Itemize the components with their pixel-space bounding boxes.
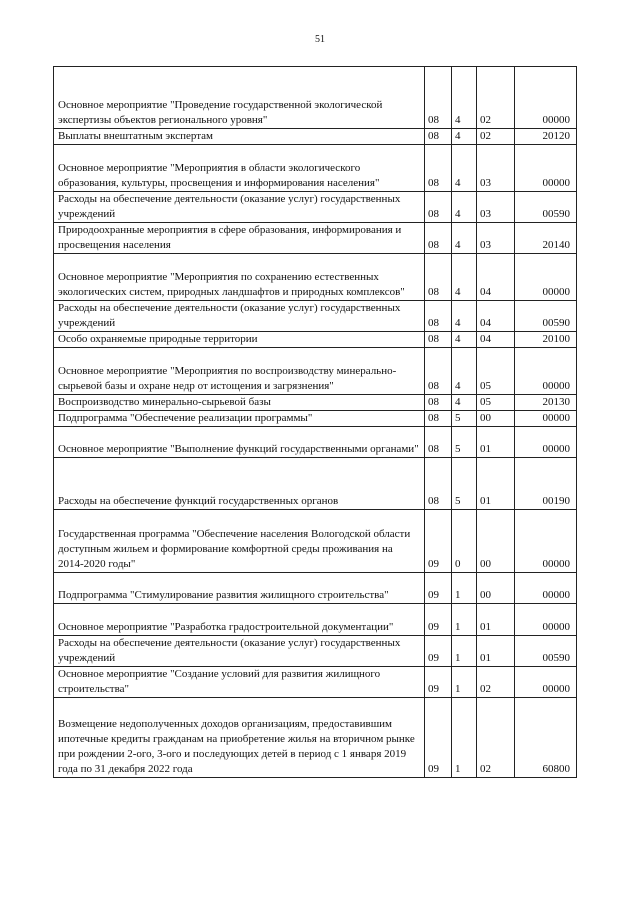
row-program: 04 bbox=[477, 254, 515, 301]
row-expense-code: 20130 bbox=[515, 395, 577, 411]
row-expense-code: 00190 bbox=[515, 458, 577, 510]
row-program: 00 bbox=[477, 573, 515, 604]
row-program: 02 bbox=[477, 67, 515, 129]
row-subsection: 1 bbox=[452, 573, 477, 604]
table-row bbox=[54, 254, 577, 301]
table-row bbox=[54, 636, 577, 667]
row-section: 08 bbox=[425, 129, 452, 145]
row-expense-code: 00000 bbox=[515, 67, 577, 129]
row-subsection: 1 bbox=[452, 667, 477, 698]
row-program: 04 bbox=[477, 332, 515, 348]
row-expense-code: 00000 bbox=[515, 573, 577, 604]
row-section: 09 bbox=[425, 698, 452, 778]
row-program: 04 bbox=[477, 301, 515, 332]
table-row bbox=[54, 411, 577, 427]
row-subsection: 4 bbox=[452, 223, 477, 254]
row-section: 08 bbox=[425, 192, 452, 223]
row-subsection: 4 bbox=[452, 348, 477, 395]
row-expense-code: 00000 bbox=[515, 510, 577, 573]
row-section: 08 bbox=[425, 411, 452, 427]
row-section: 09 bbox=[425, 604, 452, 636]
row-subsection: 4 bbox=[452, 192, 477, 223]
row-expense-code: 00590 bbox=[515, 301, 577, 332]
row-subsection: 4 bbox=[452, 254, 477, 301]
row-name: Расходы на обеспечение деятельности (оказание услуг) государственных учреждений bbox=[54, 636, 425, 667]
row-subsection: 5 bbox=[452, 427, 477, 458]
row-name: Расходы на обеспечение деятельности (оказание услуг) государственных учреждений bbox=[54, 301, 425, 332]
row-subsection: 5 bbox=[452, 458, 477, 510]
row-expense-code: 60800 bbox=[515, 698, 577, 778]
row-name: Особо охраняемые природные территории bbox=[54, 332, 425, 348]
table-row bbox=[54, 510, 577, 573]
row-program: 01 bbox=[477, 636, 515, 667]
row-section: 08 bbox=[425, 348, 452, 395]
row-program: 01 bbox=[477, 458, 515, 510]
table-row bbox=[54, 698, 577, 778]
row-program: 00 bbox=[477, 411, 515, 427]
row-name: Основное мероприятие "Разработка градостроительной документации" bbox=[54, 604, 425, 636]
row-section: 08 bbox=[425, 145, 452, 192]
table-row bbox=[54, 427, 577, 458]
row-section: 08 bbox=[425, 332, 452, 348]
row-expense-code: 00000 bbox=[515, 348, 577, 395]
table-row bbox=[54, 223, 577, 254]
row-subsection: 4 bbox=[452, 332, 477, 348]
row-name: Основное мероприятие "Проведение государственной экологической экспертизы объектов регионального уровня" bbox=[54, 67, 425, 129]
table-row bbox=[54, 395, 577, 411]
row-program: 05 bbox=[477, 348, 515, 395]
table-row bbox=[54, 348, 577, 395]
row-name: Природоохранные мероприятия в сфере образования, информирования и просвещения населения bbox=[54, 223, 425, 254]
table-row bbox=[54, 129, 577, 145]
row-subsection: 1 bbox=[452, 698, 477, 778]
row-section: 09 bbox=[425, 510, 452, 573]
table-row bbox=[54, 192, 577, 223]
row-name: Возмещение недополученных доходов организациям, предоставившим ипотечные кредиты гражданам на приобретение жилья на вторичном рынке при рождении 2-ого, 3-ого и последующих детей в период с 1 января 2019 года по 31 декабря 2022 года bbox=[54, 698, 425, 778]
row-name: Государственная программа "Обеспечение населения Вологодской области доступным жильем и формирование комфортной среды проживания на 2014-2020 годы" bbox=[54, 510, 425, 573]
row-section: 08 bbox=[425, 458, 452, 510]
table-row bbox=[54, 667, 577, 698]
row-name: Расходы на обеспечение деятельности (оказание услуг) государственных учреждений bbox=[54, 192, 425, 223]
row-subsection: 5 bbox=[452, 411, 477, 427]
row-section: 08 bbox=[425, 395, 452, 411]
row-expense-code: 20100 bbox=[515, 332, 577, 348]
table-row bbox=[54, 332, 577, 348]
page-number: 51 bbox=[315, 34, 325, 45]
table-row bbox=[54, 145, 577, 192]
row-subsection: 4 bbox=[452, 301, 477, 332]
row-expense-code: 00000 bbox=[515, 254, 577, 301]
row-subsection: 4 bbox=[452, 67, 477, 129]
row-name: Основное мероприятие "Создание условий для развития жилищного строительства" bbox=[54, 667, 425, 698]
table-row bbox=[54, 67, 577, 129]
row-subsection: 1 bbox=[452, 604, 477, 636]
row-program: 05 bbox=[477, 395, 515, 411]
budget-classification-table bbox=[53, 66, 577, 778]
row-subsection: 4 bbox=[452, 129, 477, 145]
row-expense-code: 00000 bbox=[515, 411, 577, 427]
row-section: 08 bbox=[425, 427, 452, 458]
row-program: 03 bbox=[477, 223, 515, 254]
row-expense-code: 00000 bbox=[515, 145, 577, 192]
row-section: 08 bbox=[425, 223, 452, 254]
row-expense-code: 00000 bbox=[515, 427, 577, 458]
row-program: 03 bbox=[477, 145, 515, 192]
table-row bbox=[54, 604, 577, 636]
row-subsection: 1 bbox=[452, 636, 477, 667]
row-section: 09 bbox=[425, 667, 452, 698]
row-expense-code: 20120 bbox=[515, 129, 577, 145]
row-section: 09 bbox=[425, 636, 452, 667]
row-program: 02 bbox=[477, 667, 515, 698]
row-program: 02 bbox=[477, 129, 515, 145]
row-name: Основное мероприятие "Мероприятия по сохранению естественных экологических систем, природных ландшафтов и природных комплексов" bbox=[54, 254, 425, 301]
row-program: 03 bbox=[477, 192, 515, 223]
row-name: Выплаты внештатным экспертам bbox=[54, 129, 425, 145]
row-subsection: 0 bbox=[452, 510, 477, 573]
row-name: Основное мероприятие "Мероприятия по воспроизводству минерально-сырьевой базы и охране недр от истощения и загрязнения" bbox=[54, 348, 425, 395]
table-row bbox=[54, 458, 577, 510]
row-expense-code: 00590 bbox=[515, 636, 577, 667]
row-expense-code: 00000 bbox=[515, 667, 577, 698]
row-name: Основное мероприятие "Мероприятия в области экологического образования, культуры, просвещения и информирования населения" bbox=[54, 145, 425, 192]
row-name: Подпрограмма "Стимулирование развития жилищного строительства" bbox=[54, 573, 425, 604]
row-expense-code: 20140 bbox=[515, 223, 577, 254]
row-subsection: 4 bbox=[452, 145, 477, 192]
row-name: Основное мероприятие "Выполнение функций государственными органами" bbox=[54, 427, 425, 458]
row-section: 08 bbox=[425, 254, 452, 301]
row-name: Подпрограмма "Обеспечение реализации программы" bbox=[54, 411, 425, 427]
row-expense-code: 00590 bbox=[515, 192, 577, 223]
row-program: 00 bbox=[477, 510, 515, 573]
table-row bbox=[54, 301, 577, 332]
row-program: 01 bbox=[477, 604, 515, 636]
row-program: 01 bbox=[477, 427, 515, 458]
table-row bbox=[54, 573, 577, 604]
row-program: 02 bbox=[477, 698, 515, 778]
row-section: 09 bbox=[425, 573, 452, 604]
row-section: 08 bbox=[425, 301, 452, 332]
row-subsection: 4 bbox=[452, 395, 477, 411]
row-name: Воспроизводство минерально-сырьевой базы bbox=[54, 395, 425, 411]
row-section: 08 bbox=[425, 67, 452, 129]
row-expense-code: 00000 bbox=[515, 604, 577, 636]
row-name: Расходы на обеспечение функций государственных органов bbox=[54, 458, 425, 510]
